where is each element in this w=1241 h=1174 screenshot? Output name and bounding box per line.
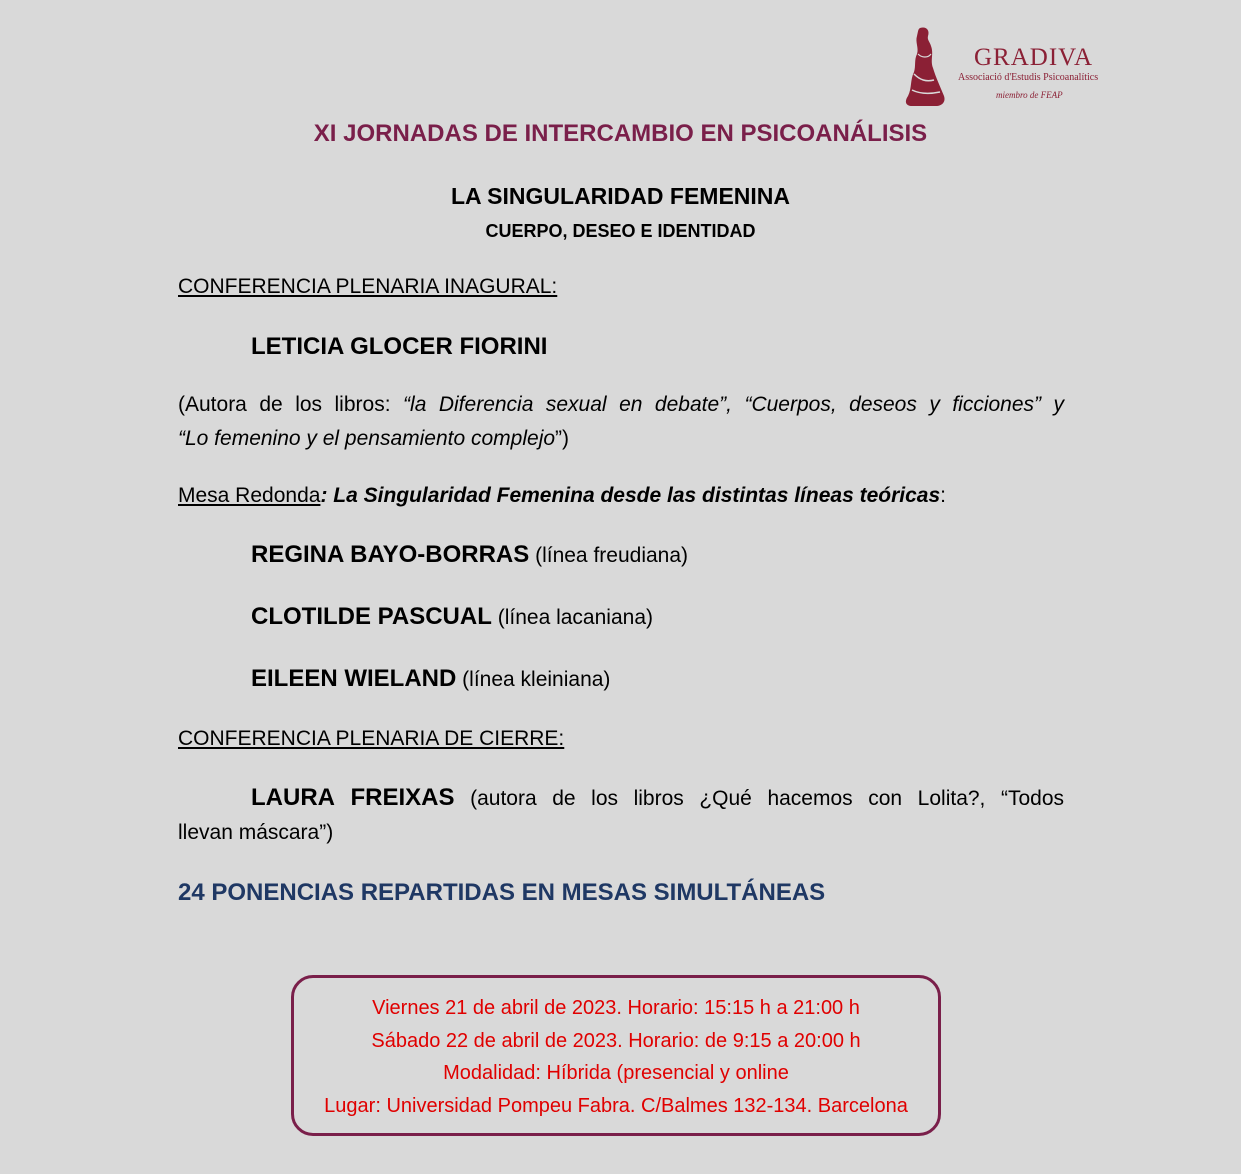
opening-speaker: LETICIA GLOCER FIORINI bbox=[251, 333, 548, 360]
books-intro: (Autora de los libros: bbox=[178, 393, 404, 416]
opening-heading-text: CONFERENCIA PLENARIA INAGURAL: bbox=[178, 275, 558, 298]
books-titles-1: “la Diferencia sexual en debate”, “Cuerpos, deseos y ficciones” y bbox=[403, 393, 1064, 416]
event-info-box bbox=[291, 975, 941, 1136]
closing-heading bbox=[178, 722, 1064, 756]
opening-books bbox=[178, 388, 1064, 456]
speaker-name: EILEEN WIELAND bbox=[251, 665, 457, 692]
gradiva-logo bbox=[900, 24, 1130, 114]
round-table-title: : La Singularidad Femenina desde las distintas líneas teóricas bbox=[320, 484, 941, 507]
round-table-label: Mesa Redonda bbox=[178, 484, 321, 507]
closing-line2 bbox=[178, 816, 1064, 850]
closing-heading-text: CONFERENCIA PLENARIA DE CIERRE: bbox=[178, 727, 565, 750]
gradiva-figure-icon bbox=[900, 24, 948, 110]
theme-title: LA SINGULARIDAD FEMENINA bbox=[450, 183, 791, 209]
opening-speaker-row bbox=[178, 330, 1137, 365]
closing-speaker: LAURA FREIXAS bbox=[251, 784, 455, 811]
round-table-heading bbox=[178, 479, 1064, 513]
info-saturday: Sábado 22 de abril de 2023. Horario: de 9:15 a 20:00 h bbox=[371, 1029, 861, 1052]
info-mode: Modalidad: Híbrida (presencial y online bbox=[443, 1062, 789, 1084]
round-table-speaker bbox=[178, 600, 1137, 635]
logo-member: miembro de FEAP bbox=[996, 90, 1063, 100]
info-friday: Viernes 21 de abril de 2023. Horario: 15:15 h a 21:00 h bbox=[372, 997, 860, 1019]
closing-detail-1: (autora de los libros ¿Qué hacemos con Lolita?, “Todos bbox=[454, 787, 1064, 810]
speaker-line: (línea lacaniana) bbox=[491, 606, 653, 629]
opening-books-line2 bbox=[178, 422, 1064, 456]
speaker-line: (línea kleiniana) bbox=[456, 668, 611, 691]
papers-note: 24 PONENCIAS REPARTIDAS EN MESAS SIMULTÁNEAS bbox=[178, 879, 826, 906]
opening-heading bbox=[178, 270, 1064, 304]
opening-books-line1 bbox=[178, 388, 1064, 422]
speaker-name: CLOTILDE PASCUAL bbox=[251, 603, 492, 630]
logo-subtitle: Associació d'Estudis Psicoanalítics bbox=[958, 72, 1099, 83]
logo-name: GRADIVA bbox=[974, 44, 1094, 71]
books-close: ”) bbox=[555, 427, 570, 450]
event-title: XI JORNADAS DE INTERCAMBIO EN PSICOANÁLISIS bbox=[313, 120, 928, 147]
closing-line1 bbox=[178, 781, 1064, 816]
speaker-line: (línea freudiana) bbox=[529, 544, 689, 567]
speaker-name: REGINA BAYO-BORRAS bbox=[251, 541, 530, 568]
info-place: Lugar: Universidad Pompeu Fabra. C/Balmes 132-134. Barcelona bbox=[324, 1094, 908, 1117]
closing-detail-2: llevan máscara”) bbox=[178, 821, 334, 844]
round-table-colon: : bbox=[940, 484, 946, 507]
closing-speaker-block bbox=[178, 781, 1064, 850]
round-table-speaker bbox=[178, 662, 1137, 697]
books-titles-2: “Lo femenino y el pensamiento complejo bbox=[178, 427, 556, 450]
theme-subtitle: CUERPO, DESEO E IDENTIDAD bbox=[485, 221, 756, 241]
round-table-speaker bbox=[178, 538, 1137, 573]
